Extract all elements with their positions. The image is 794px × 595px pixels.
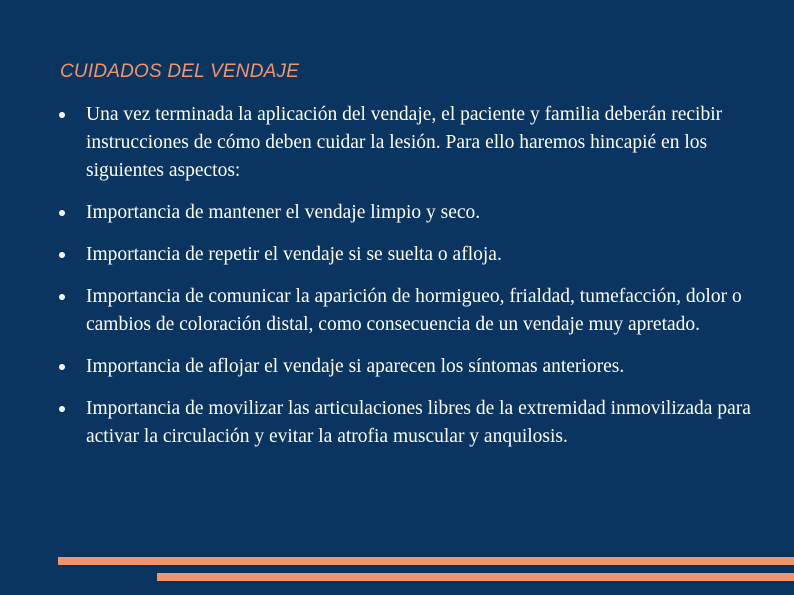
bullet-text: Importancia de comunicar la aparición de hormigueo, frialdad, tumefacción, dolor o cambios de coloración distal, como consecuencia de un vendaje muy apretado. <box>86 286 742 335</box>
bullet-item <box>59 101 759 185</box>
bullet-dot-icon <box>59 252 65 258</box>
bullet-item <box>59 241 759 269</box>
bullet-text: Importancia de repetir el vendaje si se suelta o afloja. <box>86 244 502 265</box>
bullet-dot-icon <box>59 210 65 216</box>
bullet-item <box>59 353 759 381</box>
decorative-bar-top <box>58 557 794 565</box>
bullet-dot-icon <box>59 294 65 300</box>
bullet-dot-icon <box>59 406 65 412</box>
bullet-text: Importancia de aflojar el vendaje si aparecen los síntomas anteriores. <box>86 356 625 377</box>
bullet-item <box>59 283 759 339</box>
bullet-dot-icon <box>59 112 65 118</box>
bullet-text: Una vez terminada la aplicación del vendaje, el paciente y familia deberán recibir instrucciones de cómo deben cuidar la lesión. Para ello haremos hincapié en los siguientes aspectos: <box>86 104 723 181</box>
bullet-list <box>59 101 759 451</box>
bullet-item <box>59 395 759 451</box>
bullet-text: Importancia de mantener el vendaje limpio y seco. <box>86 202 481 223</box>
slide-title: CUIDADOS DEL VENDAJE <box>60 61 300 82</box>
bullet-text: Importancia de movilizar las articulaciones libres de la extremidad inmovilizada para activar la circulación y evitar la atrofia muscular y anquilosis. <box>86 398 751 447</box>
bullet-dot-icon <box>59 364 65 370</box>
bullet-item <box>59 199 759 227</box>
decorative-bar-bottom <box>157 573 794 581</box>
